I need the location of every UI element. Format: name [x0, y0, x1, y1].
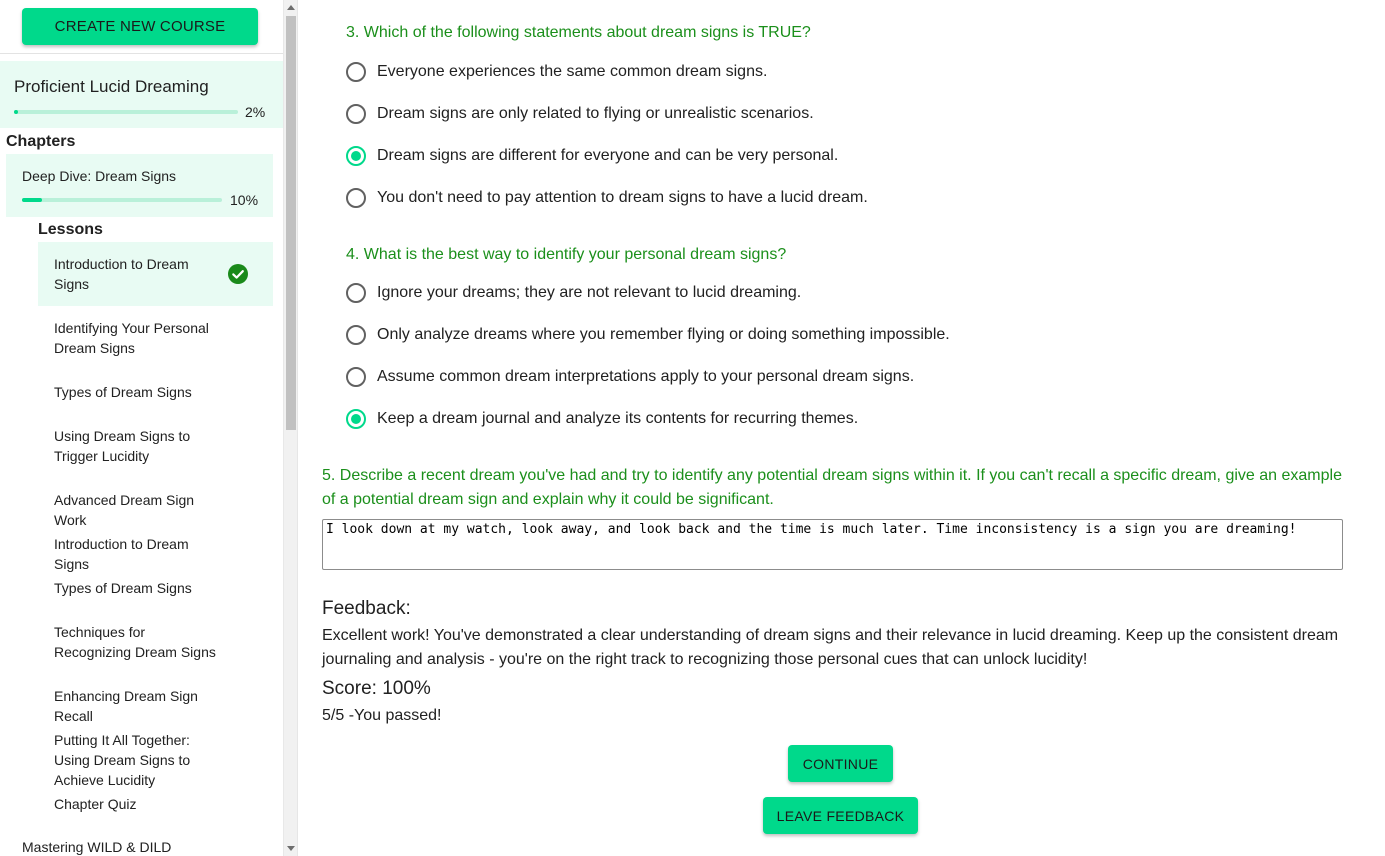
lesson-item[interactable]	[38, 534, 273, 574]
question-4-option-1[interactable]	[346, 282, 801, 304]
scroll-down-arrow-icon[interactable]	[287, 846, 295, 851]
course-card[interactable]	[0, 61, 283, 128]
leave-feedback-button[interactable]: LEAVE FEEDBACK	[763, 797, 918, 834]
lesson-label: Types of Dream Signs	[54, 580, 192, 596]
radio-button[interactable]	[346, 325, 366, 345]
question-4-option-2[interactable]	[346, 324, 950, 346]
radio-button[interactable]	[346, 283, 366, 303]
question-5-text: 5. Describe a recent dream you've had and try to identify any potential dream signs within it. If you can't recall a specific dream, give an example of a potential dream sign and explain why it could be significant.	[322, 467, 1342, 508]
lesson-label: Identifying Your Personal Dream Signs	[54, 320, 209, 356]
lesson-label: Using Dream Signs to Trigger Lucidity	[54, 428, 191, 464]
lesson-label: Chapter Quiz	[54, 796, 137, 812]
score-text: Score: 100%	[322, 678, 431, 699]
sidebar-divider	[0, 53, 283, 54]
option-label: Only analyze dreams where you remember flying or doing something impossible.	[377, 326, 950, 343]
question-3-option-1[interactable]	[346, 61, 767, 83]
radio-button[interactable]	[346, 62, 366, 82]
radio-button-selected[interactable]	[346, 409, 366, 429]
lesson-label: Types of Dream Signs	[54, 384, 192, 400]
option-label: Keep a dream journal and analyze its contents for recurring themes.	[377, 410, 859, 427]
feedback-text: Excellent work! You've demonstrated a clear understanding of dream signs and their relevance in lucid dreaming. Keep up the consistent dream journaling and analysis - you're on the right track to recognizing those personal cues that can unlock lucidity!	[322, 627, 1339, 668]
option-label: Assume common dream interpretations apply to your personal dream signs.	[377, 368, 915, 385]
lesson-label: Techniques for Recognizing Dream Signs	[54, 624, 216, 660]
lesson-label: Enhancing Dream Sign Recall	[54, 688, 198, 724]
lesson-label: Advanced Dream Sign Work	[54, 492, 195, 528]
question-4-text: 4. What is the best way to identify your personal dream signs?	[346, 246, 787, 263]
option-label: Dream signs are different for everyone and can be very personal.	[377, 147, 839, 164]
chapter-title: Deep Dive: Dream Signs	[22, 168, 177, 184]
lessons-heading: Lessons	[38, 221, 103, 238]
lesson-item[interactable]	[38, 622, 273, 662]
option-label: Everyone experiences the same common dream signs.	[377, 63, 768, 80]
chapter-item-mastering-wild-dild[interactable]: Mastering WILD & DILD	[22, 839, 172, 855]
chapter-item-deep-dive[interactable]	[6, 154, 273, 217]
course-progress-label: 2%	[245, 104, 266, 120]
radio-button[interactable]	[346, 367, 366, 387]
scroll-up-arrow-icon[interactable]	[287, 5, 295, 10]
lesson-item[interactable]	[38, 382, 273, 402]
lesson-item[interactable]	[38, 426, 273, 466]
lesson-item[interactable]	[38, 318, 273, 358]
radio-button[interactable]	[346, 104, 366, 124]
question-3-option-2[interactable]	[346, 103, 814, 125]
lesson-item[interactable]	[38, 490, 273, 530]
option-label: Dream signs are only related to flying or unrealistic scenarios.	[377, 105, 814, 122]
chapter-progress-bar	[22, 198, 222, 202]
chapter-progress-label: 10%	[230, 192, 259, 208]
lesson-item[interactable]	[38, 242, 273, 306]
create-new-course-button[interactable]: CREATE NEW COURSE	[22, 8, 258, 45]
chapters-heading: Chapters	[6, 133, 76, 150]
radio-button[interactable]	[346, 188, 366, 208]
main-divider	[297, 0, 298, 856]
answer-textarea[interactable]	[322, 519, 1343, 570]
question-3-option-3[interactable]	[346, 145, 838, 167]
question-3-text: 3. Which of the following statements about dream signs is TRUE?	[346, 24, 811, 41]
sidebar	[0, 0, 283, 856]
radio-button-selected[interactable]	[346, 146, 366, 166]
lesson-item[interactable]	[38, 730, 273, 790]
option-label: Ignore your dreams; they are not relevant to lucid dreaming.	[377, 284, 802, 301]
question-4-option-4[interactable]	[346, 408, 858, 430]
lesson-item[interactable]	[38, 794, 273, 814]
lesson-item[interactable]	[38, 578, 273, 598]
lesson-label: Introduction to Dream Signs	[54, 536, 189, 572]
option-label: You don't need to pay attention to dream signs to have a lucid dream.	[377, 189, 868, 206]
feedback-heading: Feedback:	[322, 598, 411, 619]
course-title: Proficient Lucid Dreaming	[14, 77, 209, 96]
continue-button[interactable]: CONTINUE	[788, 745, 893, 782]
lesson-label: Putting It All Together: Using Dream Signs to Achieve Lucidity	[54, 732, 191, 788]
check-circle-icon	[228, 264, 248, 284]
question-3-option-4[interactable]	[346, 187, 868, 209]
chapter-progress-fill	[22, 198, 42, 202]
lesson-label: Introduction to Dream Signs	[54, 256, 189, 292]
sidebar-scrollbar[interactable]	[283, 0, 298, 856]
course-progress-fill	[14, 110, 18, 114]
scrollbar-thumb[interactable]	[286, 16, 296, 430]
course-progress-bar	[14, 110, 238, 114]
question-4-option-3[interactable]	[346, 366, 914, 388]
lesson-item[interactable]	[38, 686, 273, 726]
result-text: 5/5 -You passed!	[322, 707, 442, 724]
